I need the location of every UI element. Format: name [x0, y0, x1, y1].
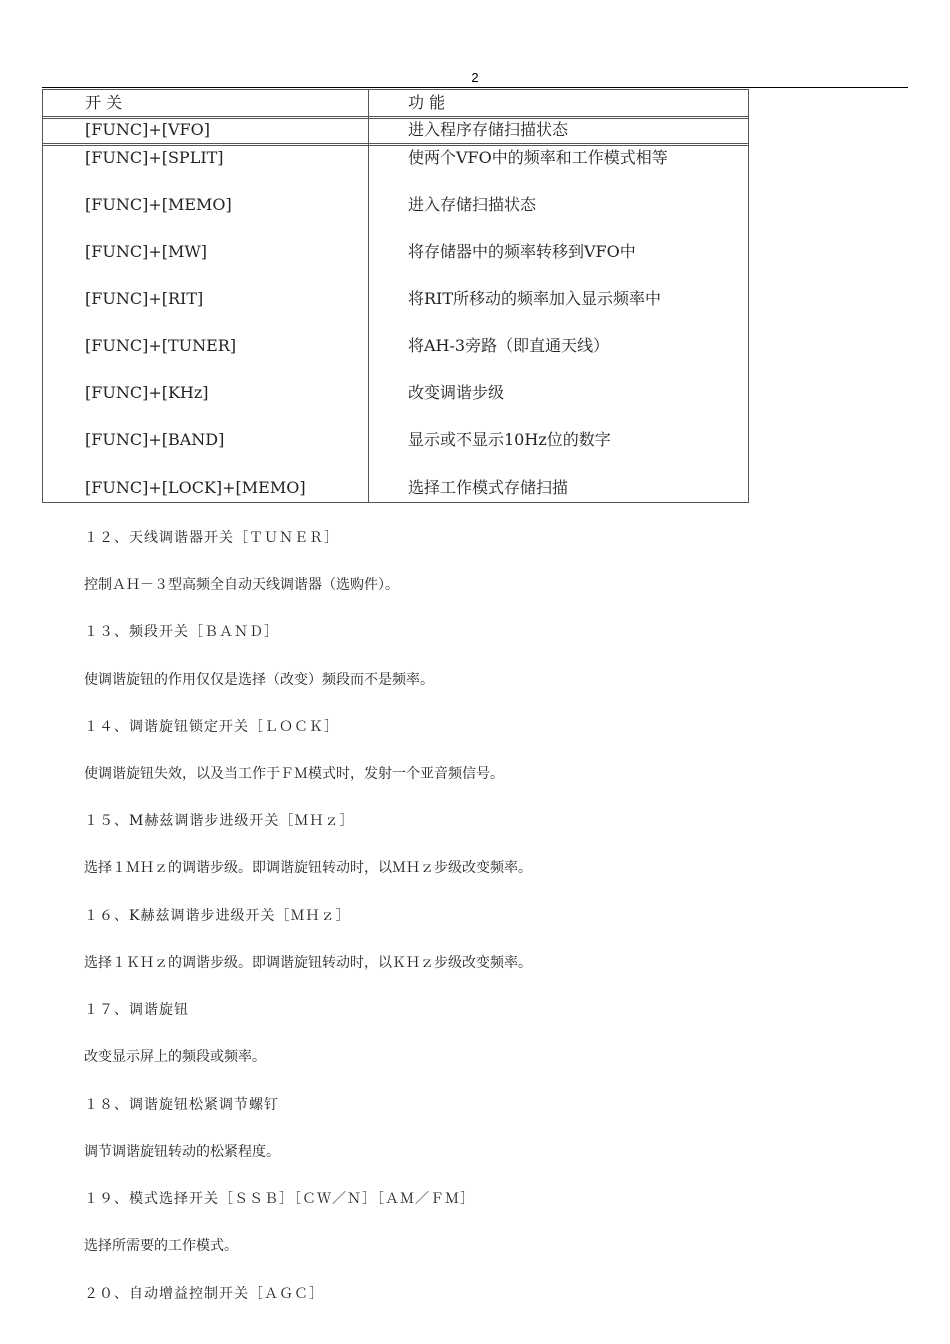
- table-cell-function: 将RIT所移动的频率加入显示频率中: [408, 289, 662, 308]
- section-heading: １８、调谐旋钮松紧调节螺钉: [84, 1097, 279, 1113]
- section-body: 控制ＡＨ－３型高频全自动天线调谐器（选购件）。: [84, 577, 399, 593]
- section-heading: １５、M赫兹调谐步进级开关［ＭＨｚ］: [84, 813, 355, 829]
- table-cell-key: [FUNC]+[VFO]: [85, 120, 210, 139]
- table-cell-key: [FUNC]+[KHz]: [85, 383, 209, 402]
- section-body: 选择１ＫＨｚ的调谐步级。即调谐旋钮转动时，以ＫＨｚ步级改变频率。: [84, 955, 532, 971]
- table-row-divider: [43, 118, 748, 119]
- section-heading: １２、天线调谐器开关［ＴＵＮＥＲ］: [84, 530, 339, 546]
- section-body: 选择所需要的工作模式。: [84, 1238, 238, 1254]
- table-cell-function: 将AH-3旁路（即直通天线）: [408, 336, 610, 355]
- table-cell-key: [FUNC]+[BAND]: [85, 430, 225, 449]
- table-row-divider: [43, 143, 748, 144]
- table-cell-function: 进入程序存储扫描状态: [408, 120, 569, 139]
- table-cell-key: [FUNC]+[SPLIT]: [85, 148, 224, 167]
- section-body: 改变显示屏上的频段或频率。: [84, 1049, 266, 1065]
- section-heading: １７、调谐旋钮: [84, 1002, 189, 1018]
- section-body: 使调谐旋钮的作用仅仅是选择（改变）频段而不是频率。: [84, 672, 434, 688]
- function-table: [42, 89, 749, 503]
- table-cell-key: [FUNC]+[MW]: [85, 242, 208, 261]
- table-column-divider: [368, 90, 369, 502]
- header-rule: [42, 87, 908, 88]
- section-body: 选择１ＭＨｚ的调谐步级。即调谐旋钮转动时，以ＭＨｚ步级改变频率。: [84, 860, 532, 876]
- section-heading: ２０、自动增益控制开关［ＡＧＣ］: [84, 1286, 324, 1302]
- table-cell-function: 改变调谐步级: [408, 383, 505, 402]
- table-cell-key: [FUNC]+[TUNER]: [85, 336, 237, 355]
- section-body: 调节调谐旋钮转动的松紧程度。: [84, 1144, 280, 1160]
- table-cell-function: 使两个VFO中的频率和工作模式相等: [408, 148, 668, 167]
- section-body: 使调谐旋钮失效，以及当工作于ＦＭ模式时，发射一个亚音频信号。: [84, 766, 504, 782]
- section-heading: １３、频段开关［ＢＡＮＤ］: [84, 624, 279, 640]
- table-header-function: 功 能: [408, 93, 446, 112]
- section-heading: １９、模式选择开关［ＳＳＢ］［ＣＷ／Ｎ］［ＡＭ／ＦＭ］: [84, 1191, 475, 1207]
- table-cell-function: 显示或不显示10Hz位的数字: [408, 430, 611, 449]
- table-row-divider: [43, 116, 748, 117]
- table-cell-key: [FUNC]+[MEMO]: [85, 195, 232, 214]
- table-cell-function: 进入存储扫描状态: [408, 195, 537, 214]
- table-cell-key: [FUNC]+[LOCK]+[MEMO]: [85, 478, 306, 497]
- section-heading: １６、K赫兹调谐步进级开关［ＭＨｚ］: [84, 908, 351, 924]
- page-number: 2: [471, 70, 479, 85]
- table-cell-key: [FUNC]+[RIT]: [85, 289, 204, 308]
- table-cell-function: 将存储器中的频率转移到VFO中: [408, 242, 636, 261]
- section-heading: １４、调谐旋钮锁定开关［ＬＯＣＫ］: [84, 719, 339, 735]
- table-row-divider: [43, 145, 748, 146]
- table-cell-function: 选择工作模式存储扫描: [408, 478, 569, 497]
- table-header-key: 开 关: [85, 93, 123, 112]
